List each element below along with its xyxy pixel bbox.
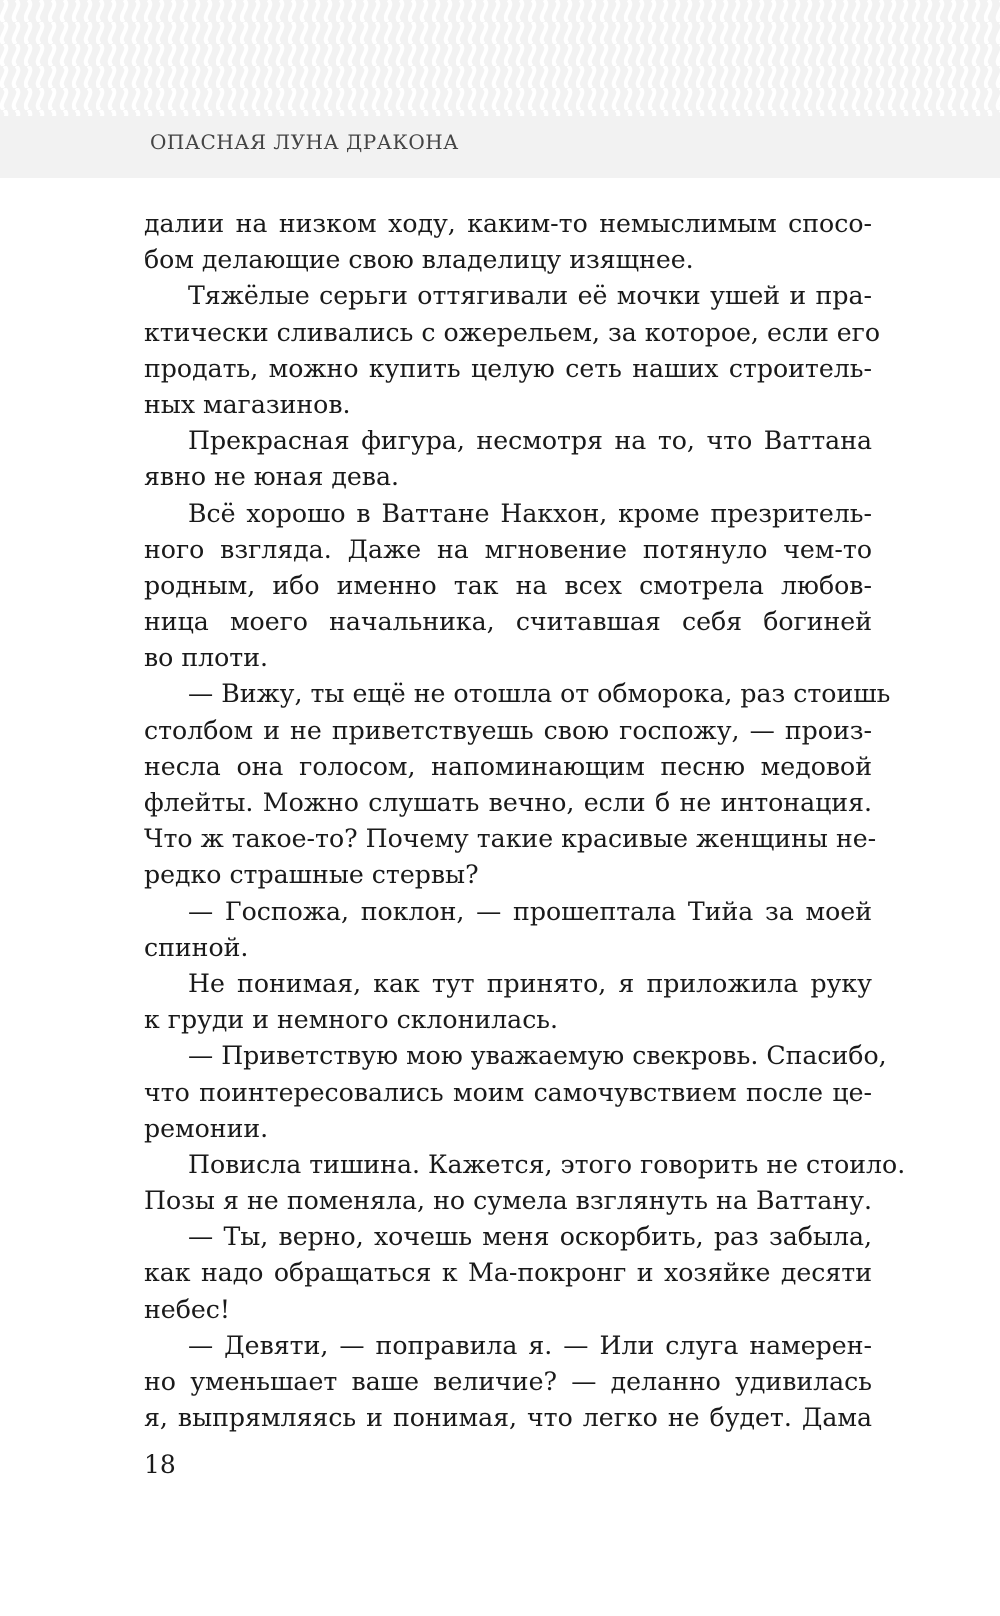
text-line: Позы я не поменяла, но сумела взглянуть на Ваттану. (144, 1186, 872, 1216)
text-line: Прекрасная фигура, несмотря на то, что Ваттана (188, 426, 872, 456)
text-line: — Приветствую мою уважаемую свекровь. Спасибо, (188, 1041, 887, 1071)
text-line: к груди и немного склонилась. (144, 1005, 559, 1035)
text-line: во плоти. (144, 643, 269, 673)
page-number: 18 (144, 1450, 176, 1479)
text-line: спиной. (144, 932, 249, 962)
running-title: ОПАСНАЯ ЛУНА ДРАКОНА (150, 130, 459, 154)
text-line: я, выпрямляясь и понимая, что легко не будет. Дама (144, 1403, 872, 1433)
text-line: продать, можно купить целую сеть наших строитель- (144, 353, 872, 383)
text-line: но уменьшает ваше величие? — деланно удивилась (144, 1367, 872, 1396)
text-line: редко страшные стервы? (144, 860, 479, 890)
text-line: столбом и не приветствуешь свою госпожу, — произ- (144, 715, 872, 745)
text-line: — Девяти, — поправила я. — Или слуга намерен- (188, 1330, 872, 1360)
text-line: Что ж такое-то? Почему такие красивые женщины не- (144, 824, 877, 854)
text-line: ктически сливались с ожерельем, за которое, если его (144, 317, 881, 347)
text-line: Всё хорошо в Ваттане Накхон, кроме презритель- (188, 498, 872, 528)
text-line: ремонии. (144, 1113, 269, 1143)
text-line: небес! (144, 1294, 230, 1324)
text-line: несла она голосом, напоминающим песню медовой (144, 751, 872, 781)
text-line: ного взгляда. Даже на мгновение потянуло чем-то (144, 534, 872, 564)
header-band (0, 0, 1000, 178)
text-line: что поинтересовались моим самочувствием после це- (144, 1077, 872, 1107)
text-line: ных магазинов. (144, 389, 351, 419)
text-line: ница моего начальника, считавшая себя богиней (144, 607, 872, 637)
text-line: Тяжёлые серьги оттягивали её мочки ушей и пра- (188, 281, 872, 311)
text-line: — Госпожа, поклон, — прошептала Тийа за моей (188, 896, 872, 926)
text-line: Повисла тишина. Кажется, этого говорить не стоило. (188, 1149, 906, 1179)
text-line: флейты. Можно слушать вечно, если б не интонация. (144, 788, 872, 817)
text-line: — Ты, верно, хочешь меня оскорбить, раз забыла, (188, 1222, 872, 1252)
text-line: родным, ибо именно так на всех смотрела любов- (144, 570, 872, 600)
text-line: бом делающие свою владелицу изящнее. (144, 245, 694, 275)
text-line: как надо обращаться к Ма-покронг и хозяйке десяти (144, 1258, 872, 1288)
text-line: — Вижу, ты ещё не отошла от обморока, раз стоишь (188, 679, 891, 709)
text-line: Не понимая, как тут принято, я приложила руку (188, 968, 872, 998)
text-line: далии на низком ходу, каким-то немыслимым спосо- (144, 209, 872, 238)
body-text (144, 206, 906, 1436)
text-line: явно не юная дева. (144, 462, 399, 492)
